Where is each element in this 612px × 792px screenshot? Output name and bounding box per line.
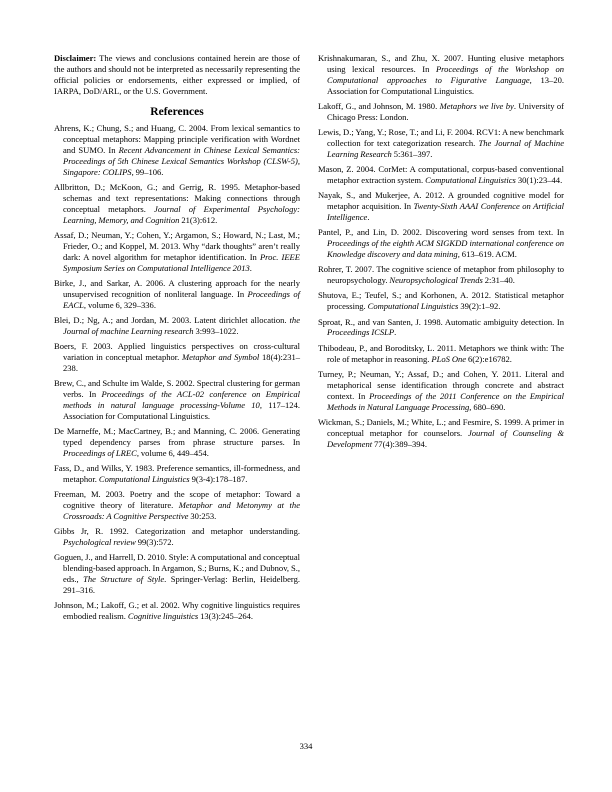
reference-venue: Proceedings of EACL xyxy=(63,288,300,310)
reference-venue: The Journal of Machine Learning Research xyxy=(327,138,564,159)
reference-entry xyxy=(54,526,300,548)
reference-text: Lewis, D.; Yang, Y.; Rose, T.; and Li, F. 2004. RCV1: A new benchmark collection for text categorization research. xyxy=(318,127,564,149)
reference-entry xyxy=(54,123,300,178)
reference-details: . xyxy=(394,327,397,338)
references-list-right xyxy=(318,53,564,450)
reference-text: Allbritton, D.; McKoon, G.; and Gerrig, R. 1995. Metaphor-based schemas and text representations: Making connections through conceptual metaphors. xyxy=(54,181,300,214)
reference-entry xyxy=(54,552,300,596)
reference-venue: Recent Advancement in Chinese Lexical Semantics: Proceedings of 5th Chinese Lexical Semantics Workshop (CLSW-5), Singapore: COLIPS xyxy=(63,144,301,177)
reference-details: , volume 6, 449–454. xyxy=(136,447,209,458)
reference-text: Wickman, S.; Daniels, M.; White, L.; and Fesmire, S. 1999. A primer in conceptual metaphor for counselors. xyxy=(318,416,564,438)
reference-text: Gibbs Jr, R. 1992. Categorization and metaphor understanding. xyxy=(54,526,300,537)
reference-text: Sproat, R., and van Santen, J. 1998. Automatic ambiguity detection. In xyxy=(318,316,564,327)
reference-text: De Marneffe, M.; MacCartney, B.; and Manning, C. 2006. Generating typed dependency parses from phrase structure parses. In xyxy=(54,425,300,447)
reference-entry xyxy=(54,426,300,459)
reference-details: , 613–619. ACM. xyxy=(457,249,517,260)
reference-details: . Springer-Verlag: Berlin, Heidelberg. 291–316. xyxy=(63,574,300,596)
reference-venue: Metaphor and Metonymy at the Crossroads: A Cognitive Perspective xyxy=(63,500,300,521)
reference-text: Turney, P.; Neuman, Y.; Assaf, D.; and Cohen, Y. 2011. Literal and metaphorical sense identification through concrete and abstract context. In xyxy=(318,368,564,401)
reference-details: , volume 6, 329–336. xyxy=(83,299,156,310)
reference-venue: Computational Linguistics xyxy=(367,301,459,312)
reference-entry xyxy=(54,230,300,274)
reference-text: Lakoff, G., and Johnson, M. 1980. xyxy=(318,101,440,111)
reference-details: . University of Chicago Press: London. xyxy=(327,101,564,122)
reference-venue: Computational Linguistics xyxy=(425,175,516,186)
disclaimer xyxy=(54,53,300,97)
reference-text: Rohrer, T. 2007. The cognitive science of metaphor from philosophy to neuropsychology. xyxy=(318,264,564,286)
reference-details: 30:253. xyxy=(188,511,217,521)
reference-entry xyxy=(318,369,564,413)
reference-text: Brew, C., and Schulte im Walde, S. 2002. Spectral clustering for german verbs. In xyxy=(54,377,300,399)
reference-details: , 13–20. Association for Computational Linguistics. xyxy=(327,74,564,96)
reference-venue: Proceedings of the Workshop on Computational approaches to Figurative Language xyxy=(327,63,564,85)
reference-text: Boers, F. 2003. Applied linguistics perspectives on cross-cultural variation in conceptual metaphor. xyxy=(54,340,300,362)
reference-details: . xyxy=(249,262,252,273)
reference-entry xyxy=(318,53,564,97)
reference-entry xyxy=(318,190,564,223)
reference-details: , 117–124. Association for Computational Linguistics. xyxy=(63,399,300,421)
reference-venue: Proceedings ICSLP xyxy=(327,327,395,338)
reference-entry xyxy=(54,378,300,422)
reference-details: 9(3-4):178–187. xyxy=(189,473,248,484)
reference-venue: Proceedings of the 2011 Conference on the Empirical Methods in Natural Language Processing xyxy=(327,390,564,412)
reference-venue: Proceedings of LREC xyxy=(63,447,137,458)
reference-entry xyxy=(54,600,300,622)
reference-text: Birke, J., and Sarkar, A. 2006. A clustering approach for the nearly unsupervised recognition of nonliteral language. In xyxy=(54,277,300,299)
reference-text: Assaf, D.; Neuman, Y.; Cohen, Y.; Argamon, S.; Howard, N.; Last, M.; Frieder, O.; and Koppel, M. 2013. Why “dark thoughts” aren’t really dark: A novel algorithm for metaphor identification. In xyxy=(54,229,300,262)
disclaimer-label: Disclaimer: xyxy=(54,53,97,63)
reference-venue: Metaphor and Symbol xyxy=(182,351,260,362)
references-heading: References xyxy=(150,105,204,118)
reference-entry xyxy=(318,127,564,160)
reference-text: Goguen, J., and Harrell, D. 2010. Style: A computational and conceptual blending-based approach. In Argamon, S.; Burns, K.; and Dubnov, S., eds., xyxy=(54,552,301,585)
reference-details: 2:31–40. xyxy=(482,275,515,286)
reference-text: Nayak, S., and Mukerjee, A. 2012. A grounded cognitive model for metaphor acquisition. In xyxy=(318,190,564,212)
right-column xyxy=(318,53,564,454)
reference-text: Ahrens, K.; Chung, S.; and Huang, C. 2004. From lexical semantics to conceptual metaphors: Mapping principle verification with Wordnet and SUMO. In xyxy=(54,122,300,155)
reference-entry xyxy=(54,278,300,311)
reference-entry xyxy=(318,343,564,365)
reference-entry xyxy=(318,290,564,312)
reference-details: 77(4):389–394. xyxy=(372,438,427,449)
reference-venue: Computational Linguistics xyxy=(98,473,190,484)
reference-details: , 680–690. xyxy=(469,401,506,412)
reference-details: . xyxy=(367,212,370,223)
reference-details: 13(3):245–264. xyxy=(198,611,254,622)
reference-venue: the Journal of machine Learning research xyxy=(63,314,300,336)
reference-text: Fass, D., and Wilks, Y. 1983. Preference semantics, ill-formedness, and metaphor. xyxy=(54,463,300,484)
reference-details: 18(4):231–238. xyxy=(63,351,301,373)
reference-venue: PLoS One xyxy=(431,353,467,364)
reference-entry xyxy=(54,489,300,522)
reference-venue: Twenty-Sixth AAAI Conference on Artificial Intelligence xyxy=(327,201,564,223)
page-number: 334 xyxy=(299,741,313,751)
reference-details: 30(1):23–44. xyxy=(515,175,563,186)
reference-details: , 99–106. xyxy=(131,166,164,177)
reference-text: Blei, D.; Ng, A.; and Jordan, M. 2003. Latent dirichlet allocation. xyxy=(54,314,290,325)
reference-venue: Proceedings of the eighth ACM SIGKDD international conference on Knowledge discovery and data mining xyxy=(327,238,564,260)
reference-entry xyxy=(318,227,564,260)
reference-venue: Journal of Experimental Psychology: Learning, Memory, and Cognition xyxy=(63,203,300,225)
reference-entry xyxy=(318,164,564,186)
reference-venue: Neuropsychological Trends xyxy=(389,275,483,286)
reference-entry xyxy=(54,463,300,485)
reference-venue: Psychological review xyxy=(63,537,136,548)
reference-text: Thibodeau, P., and Boroditsky, L. 2011. Metaphors we think with: The role of metaphor in reasoning. xyxy=(318,342,564,364)
reference-text: Shutova, E.; Teufel, S.; and Korhonen, A. 2012. Statistical metaphor processing. xyxy=(318,290,564,312)
reference-venue: Metaphors we live by xyxy=(439,101,514,111)
reference-entry xyxy=(318,317,564,339)
references-list-left xyxy=(54,123,300,622)
reference-details: 6(2):e16782. xyxy=(466,353,512,364)
reference-entry xyxy=(318,417,564,450)
reference-venue: Cognitive linguistics xyxy=(127,611,199,622)
reference-entry xyxy=(54,182,300,226)
reference-text: Pantel, P., and Lin, D. 2002. Discovering word senses from text. In xyxy=(318,227,564,238)
reference-venue: Proc. IEEE Symposium Series on Computational Intelligence 2013 xyxy=(63,251,300,273)
reference-details: 99(3):572. xyxy=(135,537,174,548)
left-column xyxy=(54,53,300,626)
reference-text: Mason, Z. 2004. CorMet: A computational, corpus-based conventional metaphor extraction system. xyxy=(318,164,564,186)
reference-text: Johnson, M.; Lakoff, G.; et al. 2002. Why cognitive linguistics requires embodied realism. xyxy=(54,600,300,622)
reference-venue: Proceedings of the ACL-02 conference on Empirical methods in natural language processing-Volume 10 xyxy=(63,388,300,410)
reference-text: Krishnakumaran, S., and Zhu, X. 2007. Hunting elusive metaphors using lexical resources. In xyxy=(318,53,564,74)
reference-details: 3:993–1022. xyxy=(193,325,239,336)
reference-venue: Journal of Counseling & Development xyxy=(327,427,564,449)
reference-entry xyxy=(318,264,564,286)
reference-entry xyxy=(318,101,564,123)
disclaimer-text: The views and conclusions contained herein are those of the authors and should not be interpreted as necessarily representing the official policies or endorsements, either expressed or implied, of IARPA, DoD/ARL, or the U.S. Government. xyxy=(54,53,300,96)
reference-details: 39(2):1–92. xyxy=(458,301,501,312)
reference-entry xyxy=(54,341,300,374)
reference-text: Freeman, M. 2003. Poetry and the scope of metaphor: Toward a cognitive theory of literature. xyxy=(54,489,300,511)
reference-entry xyxy=(54,315,300,337)
reference-details: 5:361–397. xyxy=(391,149,433,159)
reference-details: 21(3):612. xyxy=(179,214,218,225)
reference-venue: The Structure of Style xyxy=(83,574,165,585)
